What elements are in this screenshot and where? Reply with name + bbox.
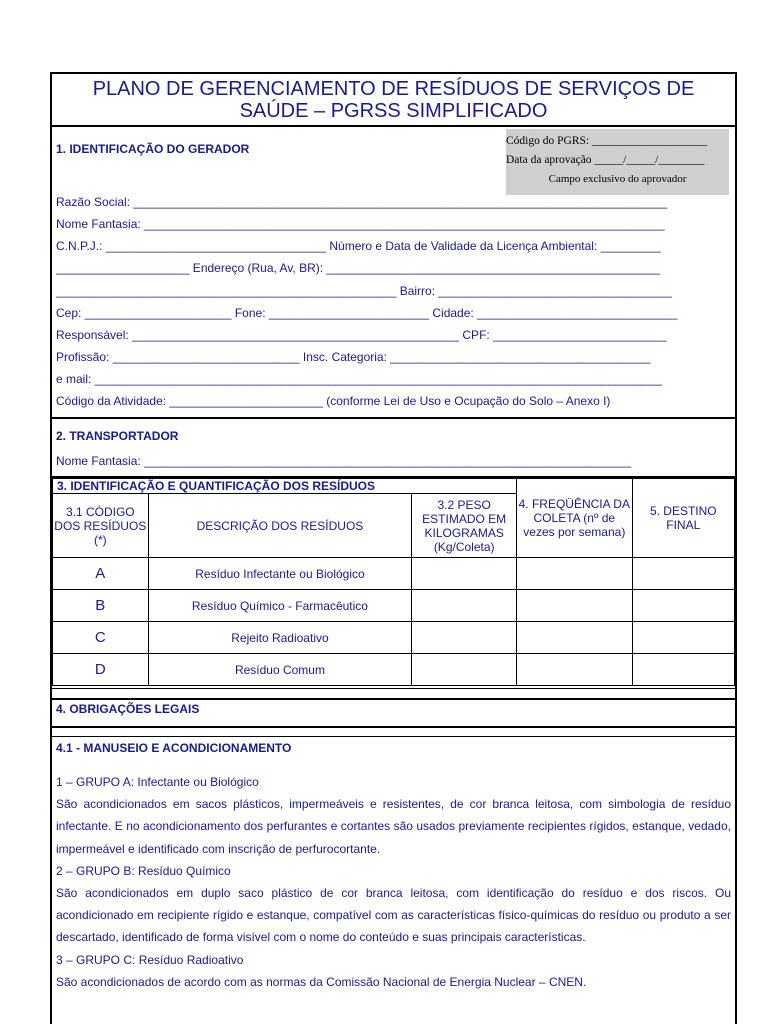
destino-header: 5. DESTINO FINAL xyxy=(632,479,734,558)
codigo-header: 3.1 CÓDIGO DOS RESÍDUOS (*) xyxy=(53,494,149,558)
divider xyxy=(52,417,735,419)
peso-cell[interactable] xyxy=(412,654,517,686)
nome-fantasia-field[interactable]: Nome Fantasia: ______________________________________________________________________________ xyxy=(56,217,665,231)
group-a-text: São acondicionados em sacos plásticos, impermeáveis e resistentes, de cor branca leitosa, com simbologia de resíduo infectante. E no acondicionamento dos perfurantes e cortantes são usados previamente recipientes rígidos, estanque, vedado, impermeável e identificado com inscrição de perfurocortante. xyxy=(56,797,731,856)
responsavel-cpf-field[interactable]: Responsável: _________________________________________________ CPF: __________________________ xyxy=(56,328,667,342)
residuo-description: Resíduo Químico - Farmacêutico xyxy=(148,590,412,622)
group-a-title: 1 – GRUPO A: Infectante ou Biológico xyxy=(56,775,259,789)
form-title-line2: SAÚDE – PGRSS SIMPLIFICADO xyxy=(239,100,548,122)
section4-heading: 4. OBRIGAÇÕES LEGAIS xyxy=(56,702,200,716)
divider xyxy=(52,736,735,737)
approver-box xyxy=(506,129,729,195)
approver-note: Campo exclusivo do aprovador xyxy=(548,173,687,185)
peso-cell[interactable] xyxy=(412,590,517,622)
section1-heading: 1. IDENTIFICAÇÃO DO GERADOR xyxy=(56,142,250,156)
table-row xyxy=(53,654,735,686)
residuo-code: C xyxy=(53,622,149,654)
frequencia-cell[interactable] xyxy=(517,622,633,654)
residuo-code: D xyxy=(53,654,149,686)
transportador-nome-field[interactable]: Nome Fantasia: _________________________________________________________________________ xyxy=(56,454,632,468)
destino-cell[interactable] xyxy=(632,654,734,686)
group-c-title: 3 – GRUPO C: Resíduo Radioativo xyxy=(56,952,244,967)
section41-heading: 4.1 - MANUSEIO E ACONDICIONAMENTO xyxy=(56,741,292,755)
residuo-code: A xyxy=(53,558,149,590)
form-title xyxy=(52,74,735,127)
section41-body xyxy=(56,771,731,993)
table-row xyxy=(53,558,735,590)
frequencia-header: 4. FREQÜÊNCIA DA COLETA (nº de vezes por semana) xyxy=(517,479,633,558)
frequencia-cell[interactable] xyxy=(517,558,633,590)
group-c-text: São acondicionados de acordo com as normas da Comissão Nacional de Energia Nuclear – CNEN. xyxy=(56,974,587,989)
residuo-code: B xyxy=(53,590,149,622)
residuo-description: Resíduo Comum xyxy=(148,654,412,686)
form-frame xyxy=(50,72,737,1024)
destino-cell[interactable] xyxy=(632,558,734,590)
endereco-field[interactable]: ____________________ Endereço (Rua, Av, BR): __________________________________________________ xyxy=(56,261,661,275)
descricao-header: DESCRIÇÃO DOS RESÍDUOS xyxy=(148,494,412,558)
cep-fone-cidade-field[interactable]: Cep: ______________________ Fone: ________________________ Cidade: ______________________________ xyxy=(56,306,678,320)
bairro-field[interactable]: ___________________________________________________ Bairro: ___________________________________ xyxy=(56,284,672,298)
divider xyxy=(52,726,735,728)
divider xyxy=(52,698,735,700)
peso-cell[interactable] xyxy=(412,622,517,654)
approval-date-field[interactable]: Data da aprovação _____/_____/________ xyxy=(506,154,705,166)
destino-cell[interactable] xyxy=(632,622,734,654)
frequencia-cell[interactable] xyxy=(517,654,633,686)
peso-cell[interactable] xyxy=(412,558,517,590)
divider xyxy=(52,688,735,689)
table-row xyxy=(53,590,735,622)
profissao-field[interactable]: Profissão: ____________________________ Insc. Categoria: _______________________________________ xyxy=(56,350,651,364)
group-b-text: São acondicionados em duplo saco plástico de cor branca leitosa, com identificação do resíduo e dos riscos. Ou acondicionado em recipiente rígido e estanque, compatível com as características físico-químicas do resíduo ou produto a ser descartado, identificado de forma visível com o nome do conteúdo e suas principais características. xyxy=(56,886,731,945)
section3-heading: 3. IDENTIFICAÇÃO E QUANTIFICAÇÃO DOS RESÍDUOS xyxy=(53,479,517,494)
residuo-description: Resíduo Infectante ou Biológico xyxy=(148,558,412,590)
codigo-atividade-field[interactable]: Código da Atividade: _______________________ (conforme Lei de Uso e Ocupação do Solo – Anexo I) xyxy=(56,394,611,408)
group-b-title: 2 – GRUPO B: Resíduo Químico xyxy=(56,863,231,878)
residuos-table xyxy=(52,478,735,686)
residuo-description: Rejeito Radioativo xyxy=(148,622,412,654)
razao-social-field[interactable]: Razão Social: ________________________________________________________________________________ xyxy=(56,195,668,209)
email-field[interactable]: e mail: _____________________________________________________________________________________ xyxy=(56,372,662,386)
pgrs-code-field[interactable]: Código do PGRS: ____________________ xyxy=(506,135,707,147)
form-title-line1: PLANO DE GERENCIAMENTO DE RESÍDUOS DE SERVIÇOS DE xyxy=(92,78,695,100)
cnpj-field[interactable]: C.N.P.J.: _________________________________ Número e Data de Validade da Licença Ambiental: _________ xyxy=(56,239,661,253)
destino-cell[interactable] xyxy=(632,590,734,622)
frequencia-cell[interactable] xyxy=(517,590,633,622)
section2-heading: 2. TRANSPORTADOR xyxy=(56,429,179,443)
peso-header: 3.2 PESO ESTIMADO EM KILOGRAMAS (Kg/Coleta) xyxy=(412,494,517,558)
table-row xyxy=(53,622,735,654)
